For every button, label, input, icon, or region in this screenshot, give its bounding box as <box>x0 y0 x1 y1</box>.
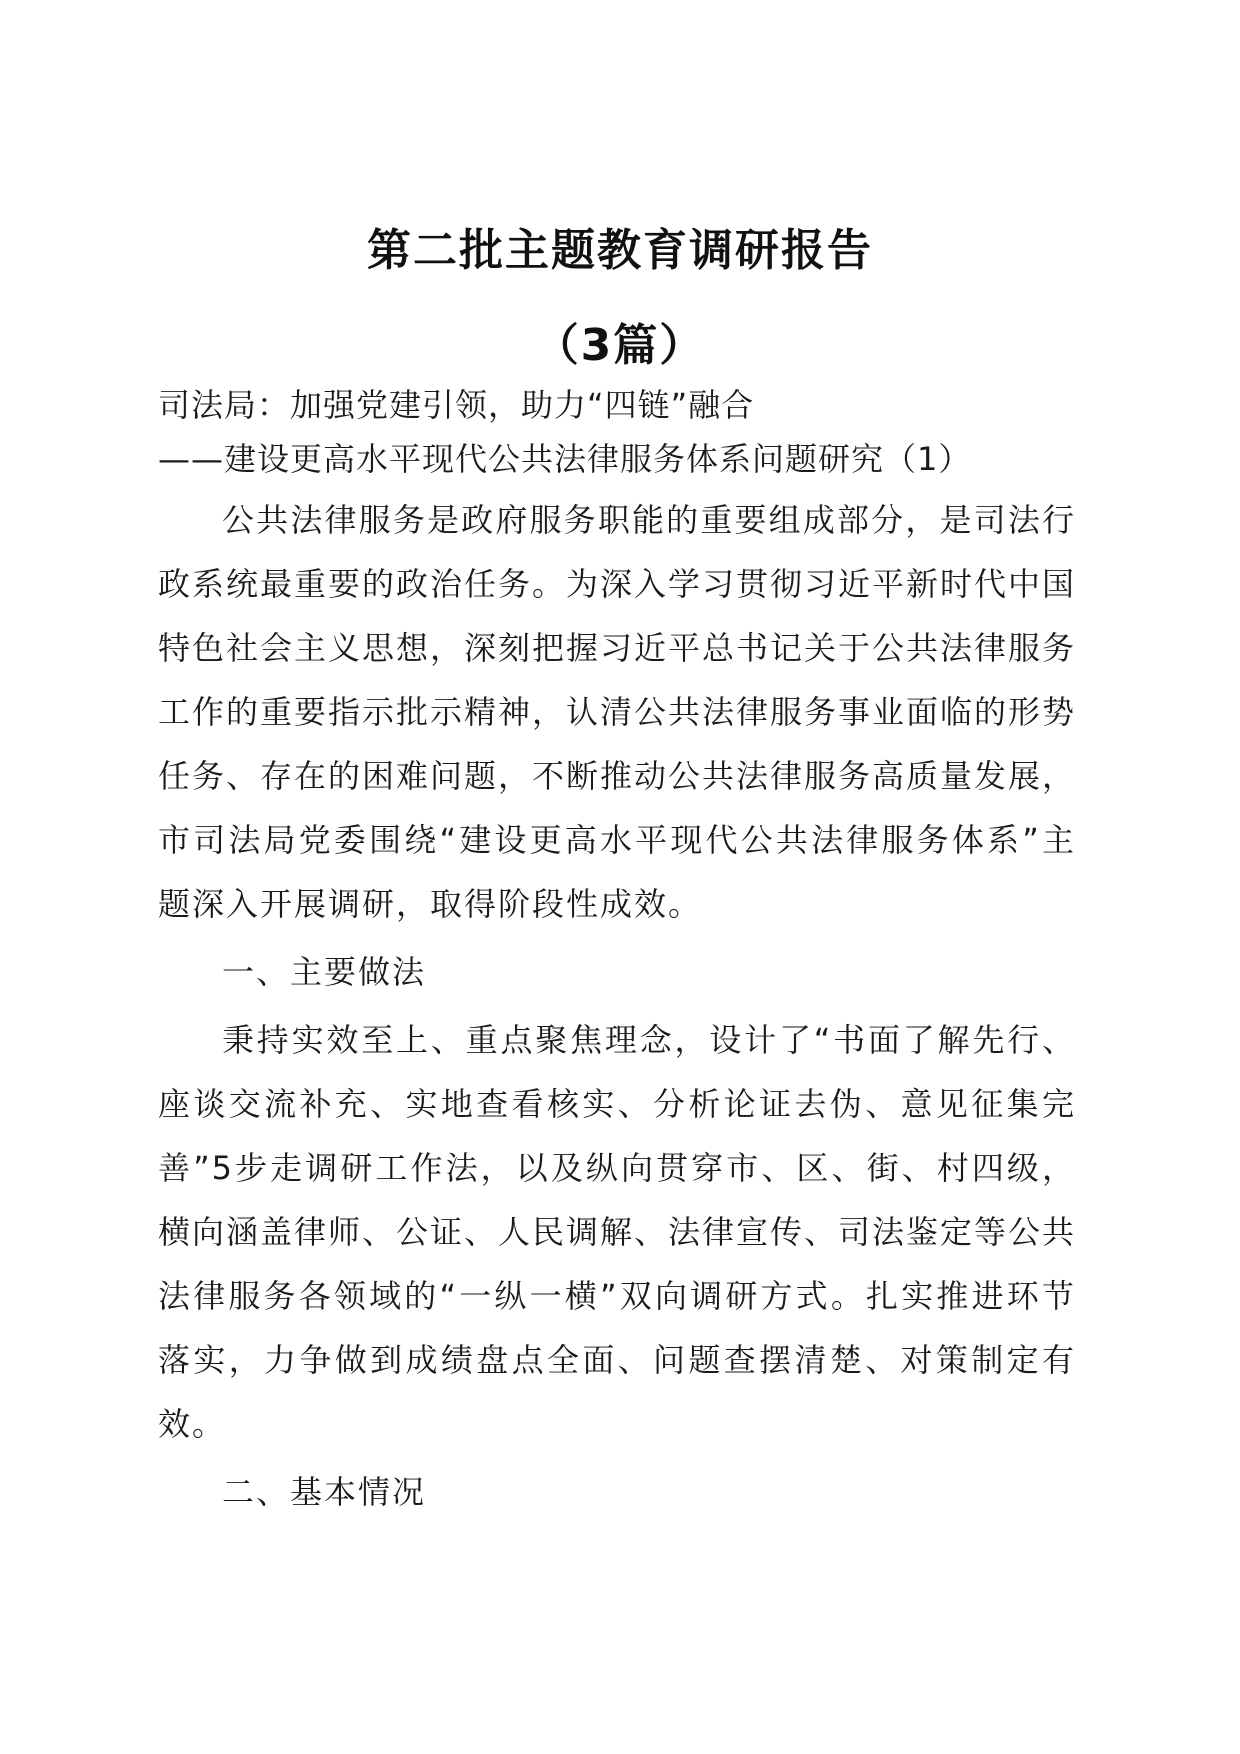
body-paragraph: 公共法律服务是政府服务职能的重要组成部分，是司法行政系统最重要的政治任务。为深入学习贯彻习近平新时代中国特色社会主义思想，深刻把握习近平总书记关于公共法律服务工作的重要指示批示精神，认清公共法律服务事业面临的形势任务、存在的困难问题，不断推动公共法律服务高质量发展，市司法局党委围绕“建设更高水平现代公共法律服务体系”主题深入开展调研，取得阶段性成效。 <box>158 501 1077 923</box>
document-title: 第二批主题教育调研报告 <box>367 225 873 276</box>
article-subtitle: ——建设更高水平现代公共法律服务体系问题研究（1） <box>158 440 972 478</box>
section-heading: 一、主要做法 <box>222 953 427 991</box>
document-body <box>158 488 1076 1524</box>
article-title: 司法局：加强党建引领，助力“四链”融合 <box>158 386 755 424</box>
section-heading: 二、基本情况 <box>222 1473 427 1511</box>
document-subtitle: （3篇） <box>534 320 706 371</box>
body-paragraph: 秉持实效至上、重点聚焦理念，设计了“书面了解先行、座谈交流补充、实地查看核实、分析论证去伪、意见征集完善”5步走调研工作法，以及纵向贯穿市、区、街、村四级，横向涵盖律师、公证、人民调解、法律宣传、司法鉴定等公共法律服务各领域的“一纵一横”双向调研方式。扎实推进环节落实，力争做到成绩盘点全面、问题查摆清楚、对策制定有效。 <box>158 1021 1077 1443</box>
